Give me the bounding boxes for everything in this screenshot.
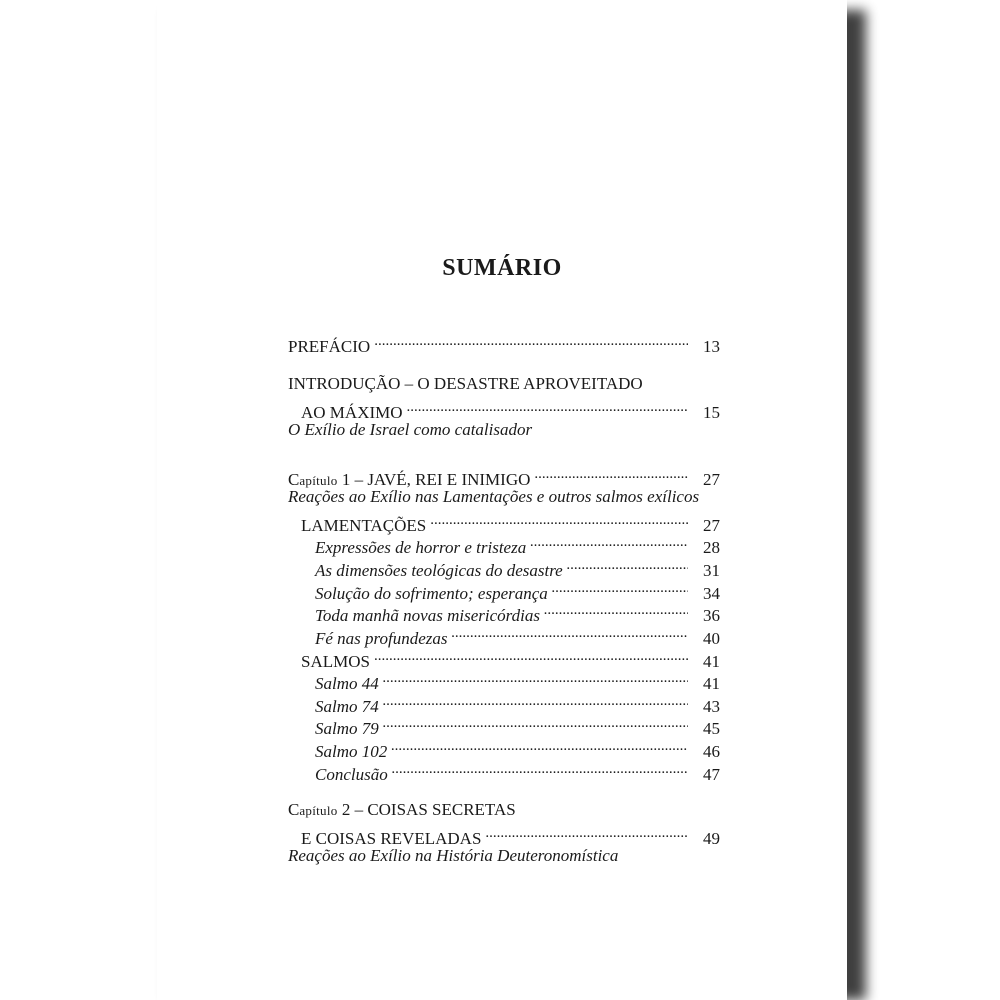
dot-leader	[452, 622, 688, 644]
dot-leader	[544, 599, 688, 621]
book-page	[157, 0, 847, 1000]
dot-leader	[530, 531, 688, 553]
dot-leader	[383, 690, 688, 712]
dot-leader	[392, 758, 688, 780]
dot-leader	[485, 822, 688, 844]
toc-entry-capitulo-2-line1: Capítulo 2 – COISAS SECRETAS	[288, 800, 516, 819]
toc-entry-solucao: Solução do sofrimento; esperança ..... 34	[288, 577, 720, 599]
toc-subtitle-capitulo-2: Reações ao Exílio na História Deuteronomística	[288, 846, 619, 865]
toc-entry-salmo-102: Salmo 102 ..... 46	[288, 735, 720, 757]
toc-entry-salmos: SALMOS ..... 41	[288, 645, 720, 667]
toc-entry-capitulo-1: Capítulo 1 – JAVÉ, REI E INIMIGO ..... 27	[288, 463, 720, 485]
dot-leader	[374, 330, 688, 352]
dot-leader	[383, 712, 688, 734]
toc-entry-prefacio: PREFÁCIO ..... 13	[288, 330, 720, 352]
toc-entry-salmo-79: Salmo 79 ..... 45	[288, 712, 720, 734]
dot-leader	[552, 577, 688, 599]
dot-leader	[534, 463, 688, 485]
toc-entry-expressoes: Expressões de horror e tristeza ..... 28	[288, 531, 720, 553]
toc-entry-introducao-line2: AO MÁXIMO ..... 15	[288, 396, 720, 418]
toc-entry-capitulo-2-line2: E COISAS REVELADAS ..... 49	[288, 822, 720, 844]
dot-leader	[430, 509, 688, 531]
toc-subtitle-capitulo-1: Reações ao Exílio nas Lamentações e outros salmos exílicos	[288, 487, 700, 506]
toc-entry-introducao-line1: INTRODUÇÃO – O DESASTRE APROVEITADO	[288, 374, 643, 393]
dot-leader	[374, 645, 688, 667]
dot-leader	[391, 735, 688, 757]
dot-leader	[567, 554, 688, 576]
toc-entry-toda-manha: Toda manhã novas misericórdias ..... 36	[288, 599, 720, 621]
page-title: SUMÁRIO	[442, 255, 562, 281]
dot-leader	[407, 396, 688, 418]
toc-entry-lamentacoes: LAMENTAÇÕES ..... 27	[288, 509, 720, 531]
toc-entry-fe: Fé nas profundezas ..... 40	[288, 622, 720, 644]
toc-entry-dimensoes: As dimensões teológicas do desastre ..... 31	[288, 554, 720, 576]
toc-entry-salmo-74: Salmo 74 ..... 43	[288, 690, 720, 712]
toc-entry-conclusao: Conclusão ..... 47	[288, 758, 720, 780]
dot-leader	[383, 667, 688, 689]
toc-subtitle-introducao: O Exílio de Israel como catalisador	[288, 420, 533, 439]
toc-entry-salmo-44: Salmo 44 ..... 41	[288, 667, 720, 689]
